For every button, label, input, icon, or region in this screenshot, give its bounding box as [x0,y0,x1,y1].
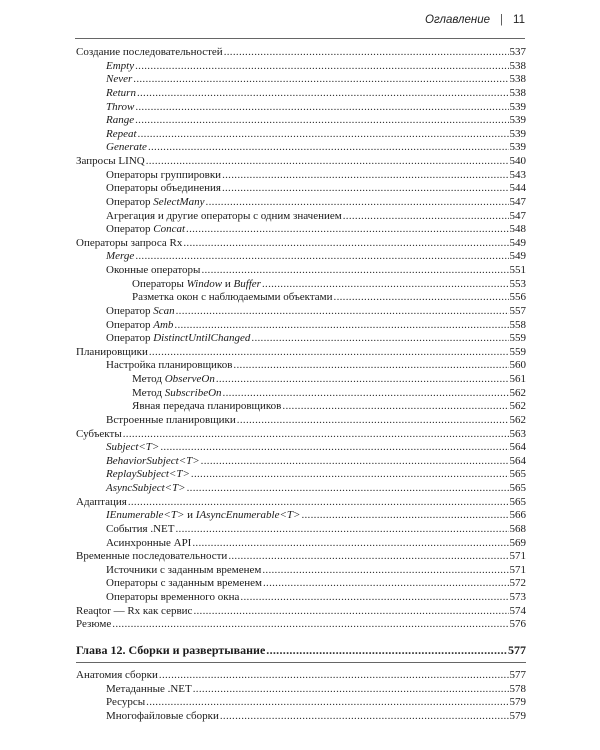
toc-page-number: 539 [509,127,526,140]
toc-entry[interactable] [76,101,526,115]
toc-entry-title [132,387,222,401]
toc-page-number: 540 [509,155,526,167]
toc-title-part: Многофайловые сборки [106,709,219,722]
toc-page-number: 539 [509,114,526,127]
toc-entry[interactable] [76,564,526,578]
toc-title-part: Empty [106,59,135,72]
toc-dot-leader [137,87,509,101]
toc-entry[interactable] [76,468,526,482]
toc-title-part: Never [106,73,133,86]
toc-page-number: 562 [509,413,526,426]
toc-title-part: Метод [132,386,165,399]
toc-title-part: IEnumerable<T> [106,509,185,522]
toc-entry[interactable] [76,550,526,564]
toc-title-part: Операторы группировки [106,168,222,181]
toc-entry[interactable] [76,169,526,183]
header-rule [75,38,525,39]
toc-page-number: 547 [509,209,526,222]
toc-dot-leader [187,482,509,496]
toc-page-number: 577 [509,668,526,681]
toc-entry[interactable] [76,683,526,697]
toc-title-part: Источники с заданным временем [106,563,262,576]
toc-entry[interactable] [76,696,526,710]
toc-title-part: Встроенные планировщики [106,413,236,426]
toc-dot-leader [201,264,508,278]
toc-entry-title [106,455,200,469]
toc-page-number: 561 [509,373,526,385]
toc-entry-title [132,373,215,387]
toc-page-number: 571 [509,550,526,563]
toc-dot-leader [262,564,508,578]
toc-entry-title [106,101,134,115]
toc-title-part: Ресурсы [106,696,146,709]
toc-title-part: Явная передача планировщиков [132,400,282,413]
page-number: 11 [513,14,525,26]
toc-page-number: 564 [509,454,526,467]
toc-dot-leader [251,332,508,346]
toc-dot-leader [146,155,509,169]
toc-entry-title [106,414,236,428]
toc-title-part: Оператор [106,318,154,331]
toc-title-part: Оператор [106,195,154,208]
toc-entry-title [106,264,200,278]
toc-dot-leader [175,523,508,537]
toc-title-part: Асинхронные API [106,536,192,549]
toc-entry[interactable] [76,278,526,292]
toc-page-number: 539 [509,141,526,154]
toc-entry-title [76,155,145,169]
toc-title-part: Временные последовательности [76,550,228,563]
toc-entry[interactable] [76,455,526,469]
toc-title-part: Субъекты [76,427,122,440]
toc-entry[interactable] [76,482,526,496]
toc-dot-leader [263,577,509,591]
toc-title-part: Concat [153,223,186,236]
toc-dot-leader [148,141,509,155]
toc-entry[interactable] [76,387,526,401]
toc-title-part: Создание последовательностей [76,46,223,58]
toc-entry[interactable] [76,332,526,346]
toc-entry-title [106,196,205,210]
toc-page-number: 556 [509,291,526,304]
toc-page-number: 538 [509,86,526,99]
toc-entry[interactable] [76,710,526,724]
toc-dot-leader [191,468,509,482]
toc-entry[interactable] [76,210,526,224]
toc-entry[interactable] [76,291,526,305]
toc-title-part: Глава 12. Сборки и развертывание [76,642,266,657]
toc-entry[interactable] [76,114,526,128]
toc-entry-title [76,605,192,619]
toc-entry-title [106,509,300,523]
toc-page-number: 565 [509,482,526,494]
toc-title-part: Оператор [106,223,154,236]
toc-dot-leader [201,455,509,469]
toc-dot-leader [135,250,508,264]
toc-dot-leader [193,683,509,697]
toc-page-number: 576 [509,618,526,631]
toc-dot-leader [174,319,508,333]
toc-title-part: IAsyncEnumerable<T> [195,509,301,522]
toc-entry[interactable] [76,537,526,551]
toc-dot-leader [138,128,509,142]
toc-entry-title [106,114,134,128]
toc-entry[interactable] [76,182,526,196]
toc-entry-title [106,182,221,196]
toc-dot-leader [183,237,508,251]
toc-entry-title [106,696,145,710]
toc-title-part: BehaviorSubject<T> [106,454,200,467]
toc-dot-leader [220,710,509,724]
toc-dot-leader [149,346,509,360]
toc-page-number: 568 [509,522,526,535]
toc-entry-title [132,291,333,305]
toc-title-part: Scan [153,304,175,317]
toc-title-part: ReplaySubject<T> [106,468,190,481]
toc-title-part: Адаптация [76,495,127,508]
toc-entry[interactable] [76,441,526,455]
toc-entry[interactable] [76,577,526,591]
toc-dot-leader [222,182,509,196]
toc-dot-leader [262,278,509,292]
toc-title-part: Операторы [132,277,187,290]
toc-title-part: и [184,509,196,522]
toc-dot-leader [159,669,509,683]
toc-entry-title [106,305,175,319]
toc-entry[interactable] [76,496,526,510]
toc-chapter-entry[interactable] [76,642,526,658]
toc-entry-title [106,60,134,74]
toc-title-part: Операторы запроса Rx [76,236,183,249]
toc-page-number: 544 [509,182,526,195]
toc-title-part: Subject<T> [106,441,160,454]
toc-page-number: 557 [509,304,526,317]
toc-title-part: Операторы с заданным временем [106,577,262,590]
toc-title-part: События .NET [106,522,175,535]
toc-entry-title [106,128,137,142]
toc-page-number: 571 [509,563,526,576]
toc-page-number: 565 [509,468,526,481]
toc-entry[interactable] [76,373,526,387]
toc-title-part: Настройка планировщиков [106,359,233,372]
toc-entry-title [76,237,182,251]
toc-dot-leader [266,642,507,658]
toc-dot-leader [334,291,509,305]
toc-dot-leader [240,591,508,605]
toc-page-number: 563 [509,427,526,440]
toc-page-number: 549 [509,236,526,249]
toc-title-part: Window [186,277,223,290]
toc-entry-title [76,669,158,683]
toc-entry-title [106,710,219,724]
toc-title-part: Метод [132,373,165,385]
toc-dot-leader [216,373,509,387]
toc-dot-leader [282,400,508,414]
toc-dot-leader [192,537,508,551]
toc-dot-leader [228,550,508,564]
toc-page-number: 547 [509,195,526,208]
toc-title-part: Return [106,86,136,99]
toc-entry[interactable] [76,237,526,251]
toc-title-part: Throw [106,100,135,113]
toc-page-number: 559 [509,332,526,345]
toc-page-number: 579 [509,709,526,722]
toc-entry-title [106,591,239,605]
toc-title-part: Планировщики [76,345,148,358]
toc-page-number: 553 [509,277,526,290]
table-of-contents [76,46,526,723]
toc-dot-leader [237,414,509,428]
toc-entry[interactable] [76,73,526,87]
toc-page-number: 551 [509,264,526,276]
toc-page-number: 548 [509,223,526,236]
toc-entry-title [106,482,186,496]
toc-title-part: Резюме [76,618,112,631]
toc-dot-leader [233,359,508,373]
toc-entry[interactable] [76,414,526,428]
toc-title-part: DistinctUntilChanged [153,332,251,345]
toc-entry-title [106,87,136,101]
toc-entry[interactable] [76,223,526,237]
toc-title-part: Buffer [233,277,261,290]
toc-dot-leader [223,387,509,401]
toc-entry-title [106,73,132,87]
toc-title-part: AsyncSubject<T> [106,482,186,494]
toc-page-number: 538 [509,59,526,72]
toc-title-part: Разметка окон с наблюдаемыми объектами [132,291,333,304]
toc-entry[interactable] [76,305,526,319]
toc-title-part: Операторы объединения [106,182,221,195]
toc-dot-leader [133,73,508,87]
toc-title-part: Range [106,114,135,127]
toc-entry[interactable] [76,264,526,278]
toc-entry-title [106,359,232,373]
toc-entry-title [106,223,185,237]
toc-entry[interactable] [76,591,526,605]
toc-dot-leader [176,305,509,319]
toc-entry[interactable] [76,346,526,360]
toc-entry-title [106,210,342,224]
toc-title-part: Оператор [106,304,154,317]
toc-page-number: 559 [509,345,526,358]
toc-page-number: 572 [509,577,526,590]
toc-entry[interactable] [76,46,526,60]
toc-title-part: Метаданные .NET [106,682,192,695]
toc-dot-leader [224,46,509,60]
toc-page-number: 562 [509,400,526,413]
toc-entry[interactable] [76,618,526,632]
toc-page-number: 537 [509,46,526,58]
toc-title-part: Generate [106,141,147,154]
toc-dot-leader [128,496,509,510]
toc-page-number: 558 [509,318,526,331]
toc-page-number: 578 [509,682,526,695]
toc-page-number: 573 [509,591,526,603]
toc-dot-leader [123,428,509,442]
toc-entry[interactable] [76,400,526,414]
toc-entry-title [76,46,223,60]
toc-entry-title [106,332,250,346]
toc-dot-leader [193,605,508,619]
toc-dot-leader [186,223,508,237]
toc-entry-title [106,683,192,697]
toc-dot-leader [135,101,508,115]
toc-entry[interactable] [76,155,526,169]
toc-title-part: SelectMany [153,195,205,208]
toc-page-number: 560 [509,359,526,372]
toc-entry-title [132,278,261,292]
toc-title-part: Запросы LINQ [76,155,145,167]
toc-dot-leader [222,169,508,183]
toc-entry[interactable] [76,428,526,442]
toc-entry-title [76,642,265,658]
chapter-gap [76,632,526,642]
toc-dot-leader [112,618,508,632]
toc-page-number: 577 [508,642,526,657]
toc-title-part: ObserveOn [164,373,215,385]
running-header [425,14,525,26]
toc-title-part: Оператор [106,332,154,345]
toc-entry-title [106,537,191,551]
toc-entry[interactable] [76,87,526,101]
toc-title-part: Reaqtor — Rx как сервис [76,604,193,617]
toc-entry[interactable] [76,509,526,523]
toc-entry-title [106,523,174,537]
toc-entry[interactable] [76,128,526,142]
toc-entry[interactable] [76,523,526,537]
toc-dot-leader [146,696,508,710]
toc-page-number: 566 [509,509,526,522]
chapter-underline [76,662,526,663]
toc-page-number: 569 [509,536,526,549]
toc-title-part: Анатомия сборки [76,668,158,681]
toc-entry[interactable] [76,141,526,155]
toc-entry-title [106,441,159,455]
toc-entry-title [76,550,227,564]
toc-entry-title [106,319,173,333]
header-separator: | [500,14,504,26]
toc-entry[interactable] [76,669,526,683]
toc-title-part: и [222,277,234,290]
toc-dot-leader [160,441,508,455]
toc-entry-title [106,564,261,578]
toc-dot-leader [343,210,509,224]
toc-entry-title [76,346,148,360]
toc-page-number: 574 [509,604,526,617]
toc-page-number: 565 [509,495,526,508]
toc-dot-leader [135,60,508,74]
toc-entry-title [76,618,111,632]
toc-title-part: Merge [106,250,135,263]
toc-page-number: 543 [509,168,526,181]
toc-entry-title [76,428,122,442]
toc-dot-leader [301,509,508,523]
toc-entry[interactable] [76,605,526,619]
toc-entry-title [132,400,281,414]
toc-dot-leader [135,114,508,128]
toc-dot-leader [206,196,509,210]
toc-entry[interactable] [76,60,526,74]
section-title: Оглавление [425,14,491,26]
toc-title-part: SubscribeOn [164,386,222,399]
toc-page-number: 539 [509,100,526,113]
toc-page-number: 564 [509,441,526,454]
toc-page-number: 549 [509,250,526,263]
toc-entry[interactable] [76,196,526,210]
toc-entry[interactable] [76,359,526,373]
toc-title-part: Repeat [106,127,137,140]
toc-entry[interactable] [76,319,526,333]
toc-title-part: Оконные операторы [106,264,201,276]
toc-title-part: Агрегация и другие операторы с одним значением [106,209,342,222]
toc-page-number: 538 [509,73,526,86]
toc-title-part: Amb [153,318,174,331]
toc-entry-title [106,468,190,482]
toc-page-number: 579 [509,696,526,709]
toc-page-number: 562 [509,386,526,399]
toc-entry-title [106,250,134,264]
toc-entry-title [106,141,147,155]
toc-entry[interactable] [76,250,526,264]
toc-entry-title [106,577,262,591]
toc-title-part: Операторы временного окна [106,591,240,603]
toc-entry-title [76,496,127,510]
toc-entry-title [106,169,221,183]
